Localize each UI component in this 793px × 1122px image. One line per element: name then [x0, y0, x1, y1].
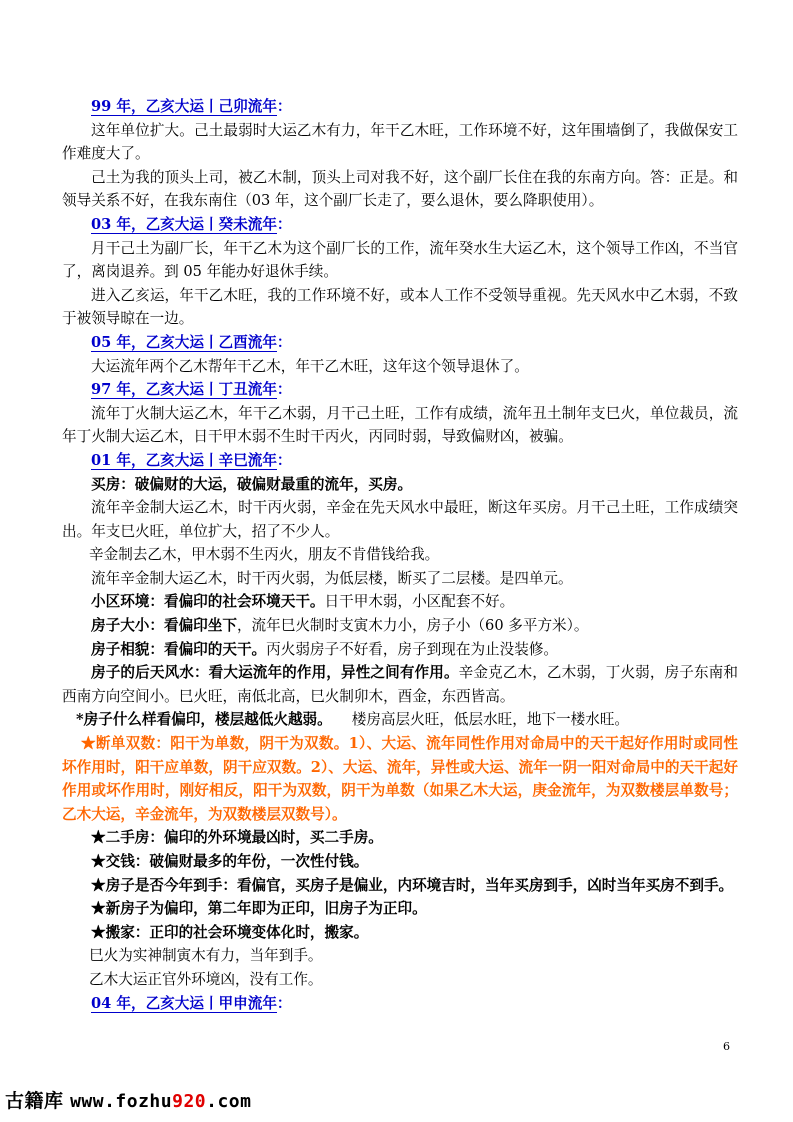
bold-lead: 小区环境：看偏印的社会环境天干。 — [91, 593, 325, 611]
bold-lead: 房子相貌：看偏印的天干。 — [91, 640, 267, 658]
footer-watermark — [5, 1086, 251, 1113]
bold-lead: 房子大小：看偏印坐下 — [91, 617, 237, 635]
section-heading: 03 年，乙亥大运丨癸未流年： — [91, 215, 292, 233]
site-url: www.fozhu920.com — [70, 1091, 252, 1112]
section-heading: 99 年，乙亥大运丨己卯流年： — [91, 98, 292, 115]
page-number: 6 — [723, 1040, 730, 1053]
highlight-paragraph: ★断单双数：阳干为单数，阴干为双数。1）、大运、流年同性作用对命局中的天干起好作用时或同性坏作用时，阳干应单数，阴干应双数。2）、大运、流年，异性或大运、流年一阴一阳对命局中的天干起好作用或坏作用时，刚好相反，阳干为双数，阴干为单数（如果乙木大运，庚金流年，为双数楼层单数号；乙木大运，辛金流年，为双数楼层双数号）。 — [62, 735, 738, 823]
rule-item: ★交钱：破偏财最多的年份，一次性付钱。 — [91, 853, 369, 870]
section-heading: 01 年，乙亥大运丨辛巳流年： — [91, 451, 292, 469]
paragraph: 进入乙亥运，年干乙木旺，我的工作环境不好，或本人工作不受领导重视。先天风水中乙木弱，不致于被领导晾在一边。 — [62, 286, 738, 328]
paragraph: 乙木大运正官外环境凶，没有工作。 — [89, 970, 323, 988]
paragraph: 房子的后天风水：看大运流年的作用，异性之间有作用。辛金克乙木，乙木弱，丁火弱，房子东南和西南方向空间小。巳火旺，南低北高，巳火制卯木，酉金，东西皆高。 — [62, 664, 738, 705]
bold-lead: 房子的后天风水：看大运流年的作用，异性之间有作用。 — [91, 664, 459, 682]
section-heading: 97 年，乙亥大运丨丁丑流年： — [91, 381, 292, 399]
site-name: 古籍库 — [5, 1090, 64, 1112]
paragraph: 己土为我的顶头上司，被乙木制，顶头上司对我不好，这个副厂长住在我的东南方向。答：正是。和领导关系不好，在我东南住（03 年，这个副厂长走了，要么退休，要么降职使用）。 — [62, 168, 738, 210]
paragraph: 流年丁火制大运乙木，年干乙木弱，月干己土旺，工作有成绩，流年丑土制年支巳火，单位裁员，流年丁火制大运乙木，日干甲木弱不生时干丙火，丙同时弱，导致偏财凶，被骗。 — [62, 404, 738, 446]
rule-item: ★搬家：正印的社会环境变体化时，搬家。 — [91, 923, 369, 941]
paragraph: 房子相貌：看偏印的天干。丙火弱房子不好看，房子到现在为止没装修。 — [91, 640, 559, 658]
paragraph: 房子大小：看偏印坐下，流年巳火制时支寅木力小，房子小（60 多平方米）。 — [91, 617, 589, 635]
paragraph: 流年辛金制大运乙木，时干丙火弱，为低层楼，断买了二层楼。是四单元。 — [91, 569, 573, 587]
rule-item: ★房子是否今年到手：看偏官，买房子是偏业，内环境吉时，当年买房到手，凶时当年买房不到手。 — [91, 876, 734, 894]
paragraph: 辛金制去乙木，甲木弱不生丙火，朋友不肯借钱给我。 — [89, 546, 440, 564]
paragraph: *房子什么样看偏印，楼层越低火越弱。 楼房高层火旺，低层水旺，地下一楼水旺。 — [76, 711, 630, 729]
paragraph: 小区环境：看偏印的社会环境天干。日干甲木弱，小区配套不好。 — [91, 593, 515, 611]
paragraph: 月干己土为副厂长，年干乙木为这个副厂长的工作，流年癸水生大运乙木，这个领导工作凶，不当官了，离岗退养。到 05 年能办好退休手续。 — [62, 239, 738, 281]
section-heading: 05 年，乙亥大运丨乙酉流年： — [91, 333, 292, 351]
paragraph: 流年辛金制大运乙木，时干丙火弱，辛金在先天风水中最旺，断这年买房。月干己土旺，工作成绩突出。年支巳火旺，单位扩大，招了不少人。 — [62, 499, 738, 540]
paragraph: 这年单位扩大。己土最弱时大运乙木有力，年干乙木旺，工作环境不好，这年围墙倒了，我做保安工作难度大了。 — [62, 121, 738, 163]
document-body — [62, 95, 738, 1015]
section-heading: 04 年，乙亥大运丨甲申流年： — [91, 994, 292, 1012]
bold-paragraph: 买房：破偏财的大运，破偏财最重的流年，买房。 — [91, 475, 413, 493]
bold-lead: *房子什么样看偏印，楼层越低火越弱。 — [76, 711, 332, 729]
rule-item: ★新房子为偏印，第二年即为正印，旧房子为正印。 — [91, 900, 427, 918]
paragraph: 巳火为实神制寅木有力，当年到手。 — [89, 947, 323, 965]
paragraph: 大运流年两个乙木帮年干乙木，年干乙木旺，这年这个领导退休了。 — [91, 357, 529, 375]
rule-item: ★二手房：偏印的外环境最凶时，买二手房。 — [91, 829, 383, 847]
